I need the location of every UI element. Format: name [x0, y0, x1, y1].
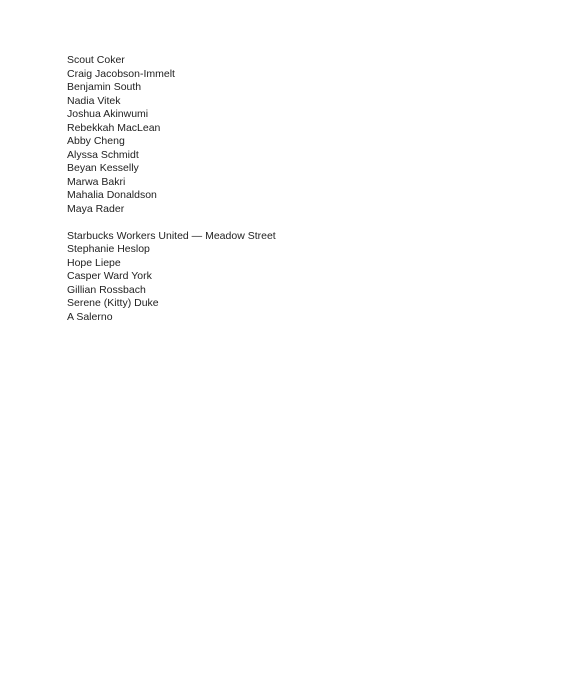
signatory-name: Alyssa Schmidt: [67, 148, 139, 161]
signatory-name: Benjamin South: [67, 81, 142, 93]
signatory-group-1: [67, 54, 527, 216]
signatory-name: Beyan Kesselly: [67, 162, 139, 174]
signatory-name: Stephanie Heslop: [67, 243, 150, 255]
signatory-name: Hope Liepe: [67, 256, 121, 269]
signatory-name: Marwa Bakri: [67, 175, 126, 188]
group-heading: Starbucks Workers United — Meadow Street: [67, 229, 276, 242]
signatory-name: Maya Rader: [67, 202, 125, 215]
signatory-name: Scout Coker: [67, 54, 125, 66]
signatory-list: [67, 54, 527, 324]
signatory-name: Gillian Rossbach: [67, 283, 146, 296]
signatory-name: Abby Cheng: [67, 135, 125, 147]
signatory-name: Nadia Vitek: [67, 94, 121, 107]
signatory-name: Rebekkah MacLean: [67, 121, 161, 134]
signatory-name: Serene (Kitty) Duke: [67, 297, 159, 309]
signatory-name: Joshua Akinwumi: [67, 108, 149, 120]
signatory-name: Craig Jacobson-Immelt: [67, 67, 175, 80]
signatory-group-2: [67, 230, 527, 325]
signatory-name: Casper Ward York: [67, 270, 152, 282]
signatory-name: Mahalia Donaldson: [67, 189, 157, 201]
signatory-name: A Salerno: [67, 310, 113, 323]
